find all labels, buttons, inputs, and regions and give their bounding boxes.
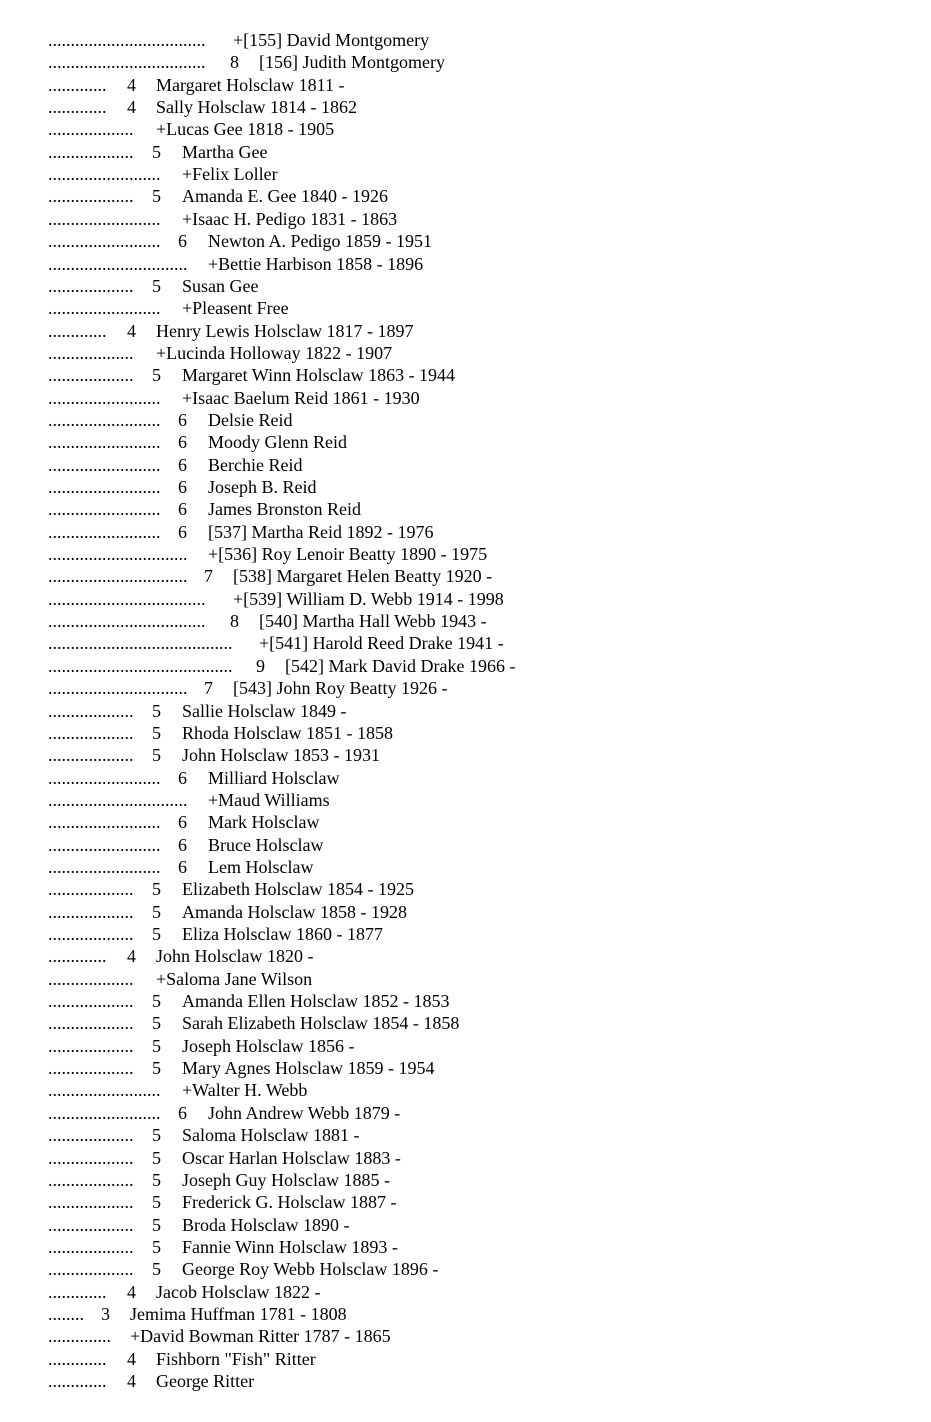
dot-leader: .........................	[48, 409, 161, 430]
list-item	[0, 208, 931, 230]
dot-leader: .........................	[48, 432, 161, 453]
list-item	[0, 543, 931, 565]
list-item	[0, 990, 931, 1012]
person-name: Margaret Holsclaw 1811 -	[156, 74, 345, 95]
list-item	[0, 297, 931, 319]
dot-leader: .........................	[48, 499, 161, 520]
dot-leader: ...................	[48, 924, 134, 944]
dot-leader: .........................	[48, 454, 161, 475]
dot-leader: ...................	[48, 1013, 134, 1034]
generation-number: 6	[178, 499, 187, 520]
dot-leader: ...............................	[48, 789, 188, 810]
list-item	[0, 320, 931, 342]
list-item	[0, 1169, 931, 1191]
list-item	[0, 409, 931, 431]
dot-leader: .........................	[48, 834, 161, 855]
person-name: Margaret Winn Holsclaw 1863 - 1944	[182, 365, 456, 386]
person-name: Milliard Holsclaw	[208, 767, 340, 788]
list-item	[0, 856, 931, 878]
dot-leader: .............	[48, 1348, 107, 1369]
person-name: Delsie Reid	[208, 409, 293, 430]
dot-leader: .........................	[48, 164, 161, 185]
list-item	[0, 1012, 931, 1034]
dot-leader: ...................	[48, 700, 134, 721]
dot-leader: ...................................	[48, 30, 206, 50]
person-name: Moody Glenn Reid	[208, 432, 347, 453]
person-name: Mark Holsclaw	[208, 812, 320, 833]
person-name: Amanda Ellen Holsclaw 1852 - 1853	[182, 991, 450, 1012]
generation-number: 5	[152, 275, 161, 296]
dot-leader: ...................	[48, 1058, 134, 1079]
list-item	[0, 1124, 931, 1146]
person-name: Susan Gee	[182, 275, 259, 296]
dot-leader: .............	[48, 946, 107, 967]
list-item	[0, 498, 931, 520]
generation-number: 4	[127, 946, 136, 967]
dot-leader: ...............................	[48, 678, 188, 699]
person-name: Saloma Holsclaw 1881 -	[182, 1125, 360, 1146]
generation-number: 5	[152, 1214, 161, 1235]
dot-leader: ...................	[48, 1192, 134, 1213]
generation-number: 6	[178, 1102, 187, 1123]
list-item	[0, 610, 931, 632]
generation-number: 5	[152, 1125, 161, 1146]
spouse-name: +Walter H. Webb	[182, 1080, 308, 1101]
person-name: Newton A. Pedigo 1859 - 1951	[208, 231, 432, 252]
generation-number: 5	[152, 879, 161, 900]
list-item	[0, 230, 931, 252]
dot-leader: .............	[48, 1281, 107, 1302]
dot-leader: ...................................	[48, 52, 206, 73]
spouse-name: +Isaac H. Pedigo 1831 - 1863	[182, 208, 398, 229]
person-name: Fannie Winn Holsclaw 1893 -	[182, 1236, 398, 1257]
person-name: Amanda Holsclaw 1858 - 1928	[182, 901, 407, 922]
spouse-name: +Maud Williams	[208, 789, 330, 810]
spouse-name: +Saloma Jane Wilson	[156, 968, 313, 989]
dot-leader: .............	[48, 1371, 107, 1391]
list-item	[0, 588, 931, 610]
list-item	[0, 454, 931, 476]
dot-leader: .............	[48, 320, 107, 341]
spouse-name: +Felix Loller	[182, 164, 278, 185]
generation-number: 5	[152, 1192, 161, 1213]
generation-number: 6	[178, 432, 187, 453]
generation-number: 6	[178, 409, 187, 430]
generation-number: 7	[204, 678, 213, 699]
list-item	[0, 29, 931, 51]
generation-number: 7	[204, 566, 213, 587]
generation-number: 5	[152, 1259, 161, 1280]
list-item	[0, 185, 931, 207]
dot-leader: ...................	[48, 968, 134, 989]
spouse-name: +[536] Roy Lenoir Beatty 1890 - 1975	[208, 544, 488, 565]
list-item	[0, 632, 931, 654]
spouse-name: +[155] David Montgomery	[233, 30, 430, 50]
person-name: Bruce Holsclaw	[208, 834, 324, 855]
dot-leader: .............	[48, 97, 107, 118]
person-name: Joseph B. Reid	[208, 477, 317, 497]
dot-leader: ...................	[48, 1169, 134, 1190]
generation-number: 6	[178, 231, 187, 252]
list-item	[0, 342, 931, 364]
person-name: Lem Holsclaw	[208, 856, 314, 877]
generation-number: 5	[152, 186, 161, 207]
list-item	[0, 811, 931, 833]
list-item	[0, 1191, 931, 1213]
list-item	[0, 1258, 931, 1280]
person-name: [542] Mark David Drake 1966 -	[285, 655, 516, 676]
dot-leader: ...................	[48, 275, 134, 296]
dot-leader: ...................	[48, 141, 134, 162]
generation-number: 5	[152, 1147, 161, 1168]
list-item	[0, 141, 931, 163]
spouse-name: +Bettie Harbison 1858 - 1896	[208, 253, 424, 274]
list-item	[0, 923, 931, 945]
list-item	[0, 878, 931, 900]
generation-number: 4	[127, 1371, 136, 1391]
person-name: John Andrew Webb 1879 -	[208, 1102, 401, 1123]
list-item	[0, 1102, 931, 1124]
list-item	[0, 655, 931, 677]
dot-leader: ...................................	[48, 611, 206, 632]
dot-leader: .........................	[48, 477, 161, 497]
dot-leader: ...................	[48, 722, 134, 743]
spouse-name: +[539] William D. Webb 1914 - 1998	[233, 588, 504, 609]
generation-number: 3	[101, 1303, 110, 1324]
list-item	[0, 163, 931, 185]
list-item	[0, 118, 931, 140]
generation-number: 5	[152, 745, 161, 766]
person-name: Mary Agnes Holsclaw 1859 - 1954	[182, 1058, 435, 1079]
generation-number: 5	[152, 1058, 161, 1079]
list-item	[0, 789, 931, 811]
generation-number: 6	[178, 454, 187, 475]
spouse-name: +[541] Harold Reed Drake 1941 -	[259, 633, 504, 654]
list-item	[0, 565, 931, 587]
generation-number: 4	[127, 74, 136, 95]
dot-leader: ...................	[48, 365, 134, 386]
list-item	[0, 700, 931, 722]
person-name: John Holsclaw 1853 - 1931	[182, 745, 380, 766]
dot-leader: ...................	[48, 991, 134, 1012]
dot-leader: .........................	[48, 521, 161, 542]
dot-leader: ........	[48, 1303, 84, 1324]
person-name: Jacob Holsclaw 1822 -	[156, 1281, 321, 1302]
list-item	[0, 744, 931, 766]
generation-number: 6	[178, 834, 187, 855]
person-name: Joseph Guy Holsclaw 1885 -	[182, 1169, 390, 1190]
generation-number: 8	[230, 611, 239, 632]
list-item	[0, 1370, 931, 1392]
generation-number: 6	[178, 477, 187, 497]
person-name: [156] Judith Montgomery	[259, 52, 445, 73]
person-name: John Holsclaw 1820 -	[156, 946, 314, 967]
person-name: Sallie Holsclaw 1849 -	[182, 700, 347, 721]
person-name: Berchie Reid	[208, 454, 303, 475]
generation-number: 5	[152, 700, 161, 721]
dot-leader: .........................	[48, 812, 161, 833]
list-item	[0, 834, 931, 856]
list-item	[0, 945, 931, 967]
list-item	[0, 1325, 931, 1347]
dot-leader: .............	[48, 74, 107, 95]
list-item	[0, 476, 931, 498]
dot-leader: ...................	[48, 901, 134, 922]
dot-leader: ...............................	[48, 253, 188, 274]
generation-number: 5	[152, 1169, 161, 1190]
dot-leader: ..............	[48, 1326, 111, 1347]
person-name: [537] Martha Reid 1892 - 1976	[208, 521, 434, 542]
generation-number: 5	[152, 901, 161, 922]
person-name: Sarah Elizabeth Holsclaw 1854 - 1858	[182, 1013, 460, 1034]
dot-leader: ...................	[48, 1147, 134, 1168]
generation-number: 6	[178, 767, 187, 788]
dot-leader: ...................	[48, 879, 134, 900]
dot-leader: ...................	[48, 1214, 134, 1235]
list-item	[0, 1214, 931, 1236]
dot-leader: ...................	[48, 1125, 134, 1146]
list-item	[0, 521, 931, 543]
spouse-name: +Lucas Gee 1818 - 1905	[156, 119, 335, 140]
dot-leader: ...............................	[48, 544, 188, 565]
generation-number: 6	[178, 812, 187, 833]
generation-number: 4	[127, 320, 136, 341]
person-name: [538] Margaret Helen Beatty 1920 -	[233, 566, 493, 587]
list-item	[0, 364, 931, 386]
list-item	[0, 431, 931, 453]
dot-leader: .........................................	[48, 655, 233, 676]
generation-number: 5	[152, 1236, 161, 1257]
person-name: Sally Holsclaw 1814 - 1862	[156, 97, 357, 118]
dot-leader: .........................	[48, 767, 161, 788]
generation-number: 5	[152, 365, 161, 386]
person-name: Elizabeth Holsclaw 1854 - 1925	[182, 879, 414, 900]
generation-number: 4	[127, 97, 136, 118]
person-name: Rhoda Holsclaw 1851 - 1858	[182, 722, 393, 743]
dot-leader: ...................	[48, 1035, 134, 1056]
dot-leader: .........................	[48, 1080, 161, 1101]
list-item	[0, 968, 931, 990]
list-item	[0, 1348, 931, 1370]
list-item	[0, 1281, 931, 1303]
list-item	[0, 1236, 931, 1258]
spouse-name: +Lucinda Holloway 1822 - 1907	[156, 342, 393, 363]
person-name: George Roy Webb Holsclaw 1896 -	[182, 1259, 439, 1280]
person-name: Oscar Harlan Holsclaw 1883 -	[182, 1147, 401, 1168]
person-name: George Ritter	[156, 1371, 255, 1391]
generation-number: 6	[178, 856, 187, 877]
list-item	[0, 275, 931, 297]
list-item	[0, 253, 931, 275]
dot-leader: .........................................	[48, 633, 233, 654]
person-name: Fishborn "Fish" Ritter	[156, 1348, 316, 1369]
generation-number: 8	[230, 52, 239, 73]
list-item	[0, 1147, 931, 1169]
list-item	[0, 387, 931, 409]
list-item	[0, 74, 931, 96]
dot-leader: ...................	[48, 119, 134, 140]
generation-number: 5	[152, 991, 161, 1012]
person-name: Amanda E. Gee 1840 - 1926	[182, 186, 388, 207]
dot-leader: ...................................	[48, 588, 206, 609]
person-name: Martha Gee	[182, 141, 268, 162]
list-item	[0, 767, 931, 789]
person-name: [540] Martha Hall Webb 1943 -	[259, 611, 487, 632]
generation-number: 5	[152, 1013, 161, 1034]
generation-number: 6	[178, 521, 187, 542]
spouse-name: +Isaac Baelum Reid 1861 - 1930	[182, 387, 420, 408]
generation-number: 4	[127, 1281, 136, 1302]
dot-leader: .........................	[48, 856, 161, 877]
generation-number: 4	[127, 1348, 136, 1369]
person-name: Eliza Holsclaw 1860 - 1877	[182, 924, 383, 944]
list-item	[0, 1057, 931, 1079]
generation-number: 5	[152, 722, 161, 743]
person-name: James Bronston Reid	[208, 499, 361, 520]
dot-leader: ...................	[48, 1259, 134, 1280]
dot-leader: .........................	[48, 298, 161, 319]
dot-leader: ...................	[48, 1236, 134, 1257]
list-item	[0, 96, 931, 118]
generation-number: 9	[256, 655, 265, 676]
dot-leader: ...................	[48, 342, 134, 363]
spouse-name: +David Bowman Ritter 1787 - 1865	[130, 1326, 391, 1347]
list-item	[0, 677, 931, 699]
person-name: [543] John Roy Beatty 1926 -	[233, 678, 448, 699]
list-item	[0, 51, 931, 73]
dot-leader: ...............................	[48, 566, 188, 587]
dot-leader: ...................	[48, 186, 134, 207]
person-name: Broda Holsclaw 1890 -	[182, 1214, 350, 1235]
spouse-name: +Pleasent Free	[182, 298, 289, 319]
person-name: Frederick G. Holsclaw 1887 -	[182, 1192, 397, 1213]
generation-number: 5	[152, 1035, 161, 1056]
list-item	[0, 722, 931, 744]
list-item	[0, 1035, 931, 1057]
person-name: Jemima Huffman 1781 - 1808	[130, 1303, 347, 1324]
list-item	[0, 901, 931, 923]
generation-number: 5	[152, 924, 161, 944]
list-item	[0, 1079, 931, 1101]
dot-leader: .........................	[48, 1102, 161, 1123]
person-name: Henry Lewis Holsclaw 1817 - 1897	[156, 320, 414, 341]
generation-number: 5	[152, 141, 161, 162]
list-item	[0, 1303, 931, 1325]
dot-leader: ...................	[48, 745, 134, 766]
dot-leader: .........................	[48, 208, 161, 229]
dot-leader: .........................	[48, 231, 161, 252]
dot-leader: .........................	[48, 387, 161, 408]
person-name: Joseph Holsclaw 1856 -	[182, 1035, 355, 1056]
